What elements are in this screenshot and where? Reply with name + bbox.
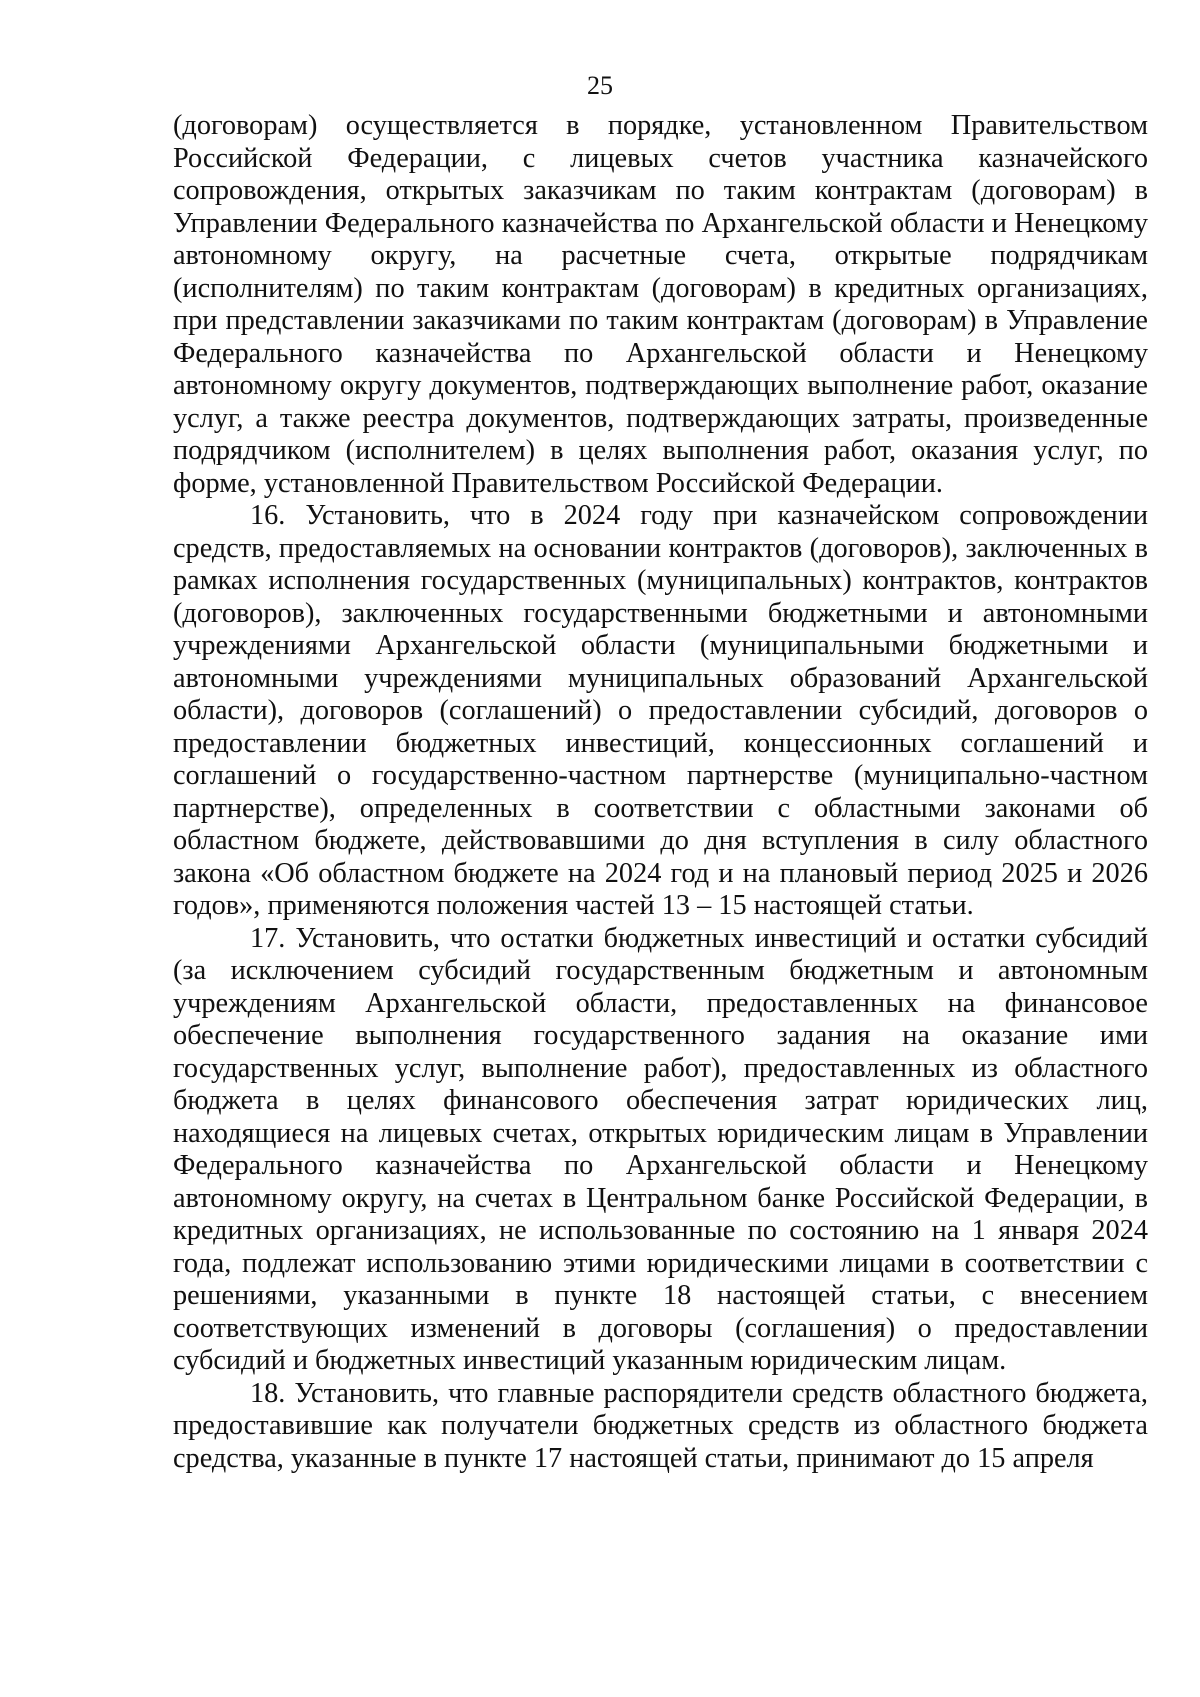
paragraph-continuation: (договорам) осуществляется в порядке, установленном Правительством Российской Федерации, с лицевых счетов участника казначейского сопровождения, открытых заказчикам по таким контрактам (договорам) в Управлении Федерального казначейства по Архангельской области и Ненецкому автономному округу, на расчетные счета, открытые подрядчикам (исполнителям) по таким контрактам (договорам) в кредитных организациях, при представлении заказчиками по таким контрактам (договорам) в Управление Федерального казначейства по Архангельской области и Ненецкому автономному округу документов, подтверждающих выполнение работ, оказание услуг, а также реестра документов, подтверждающих затраты, произведенные подрядчиком (исполнителем) в целях выполнения работ, оказания услуг, по форме, установленной Правительством Российской Федерации. (173, 110, 1148, 499)
paragraph-17: 17. Установить, что остатки бюджетных инвестиций и остатки субсидий (за исключением субсидий государственным бюджетным и автономным учреждениям Архангельской области, предоставленных на финансовое обеспечение выполнения государственного задания на оказание ими государственных услуг, выполнение работ), предоставленных из областного бюджета в целях финансового обеспечения затрат юридических лиц, находящиеся на лицевых счетах, открытых юридическим лицам в Управлении Федерального казначейства по Архангельской области и Ненецкому автономному округу, на счетах в Центральном банке Российской Федерации, в кредитных организациях, не использованные по состоянию на 1 января 2024 года, подлежат использованию этими юридическими лицами в соответствии с решениями, указанными в пункте 18 настоящей статьи, с внесением соответствующих изменений в договоры (соглашения) о предоставлении субсидий и бюджетных инвестиций указанным юридическим лицам. (173, 922, 1148, 1376)
paragraph-16: 16. Установить, что в 2024 году при казначейском сопровождении средств, предоставляемых на основании контрактов (договоров), заключенных в рамках исполнения государственных (муниципальных) контрактов, контрактов (договоров), заключенных государственными бюджетными и автономными учреждениями Архангельской области (муниципальными бюджетными и автономными учреждениями муниципальных образований Архангельской области), договоров (соглашений) о предоставлении субсидий, договоров о предоставлении бюджетных инвестиций, концессионных соглашений и соглашений о государственно-частном партнерстве (муниципально-частном партнерстве), определенных в соответствии с областными законами об областном бюджете, действовавшими до дня вступления в силу областного закона «Об областном бюджете на 2024 год и на плановый период 2025 и 2026 годов», применяются положения частей 13 – 15 настоящей статьи. (173, 500, 1148, 921)
page-number: 25 (587, 71, 613, 100)
paragraph-18: 18. Установить, что главные распорядители средств областного бюджета, предоставившие как получатели бюджетных средств из областного бюджета средства, указанные в пункте 17 настоящей статьи, принимают до 15 апреля (173, 1377, 1148, 1474)
document-body (173, 110, 1148, 1475)
